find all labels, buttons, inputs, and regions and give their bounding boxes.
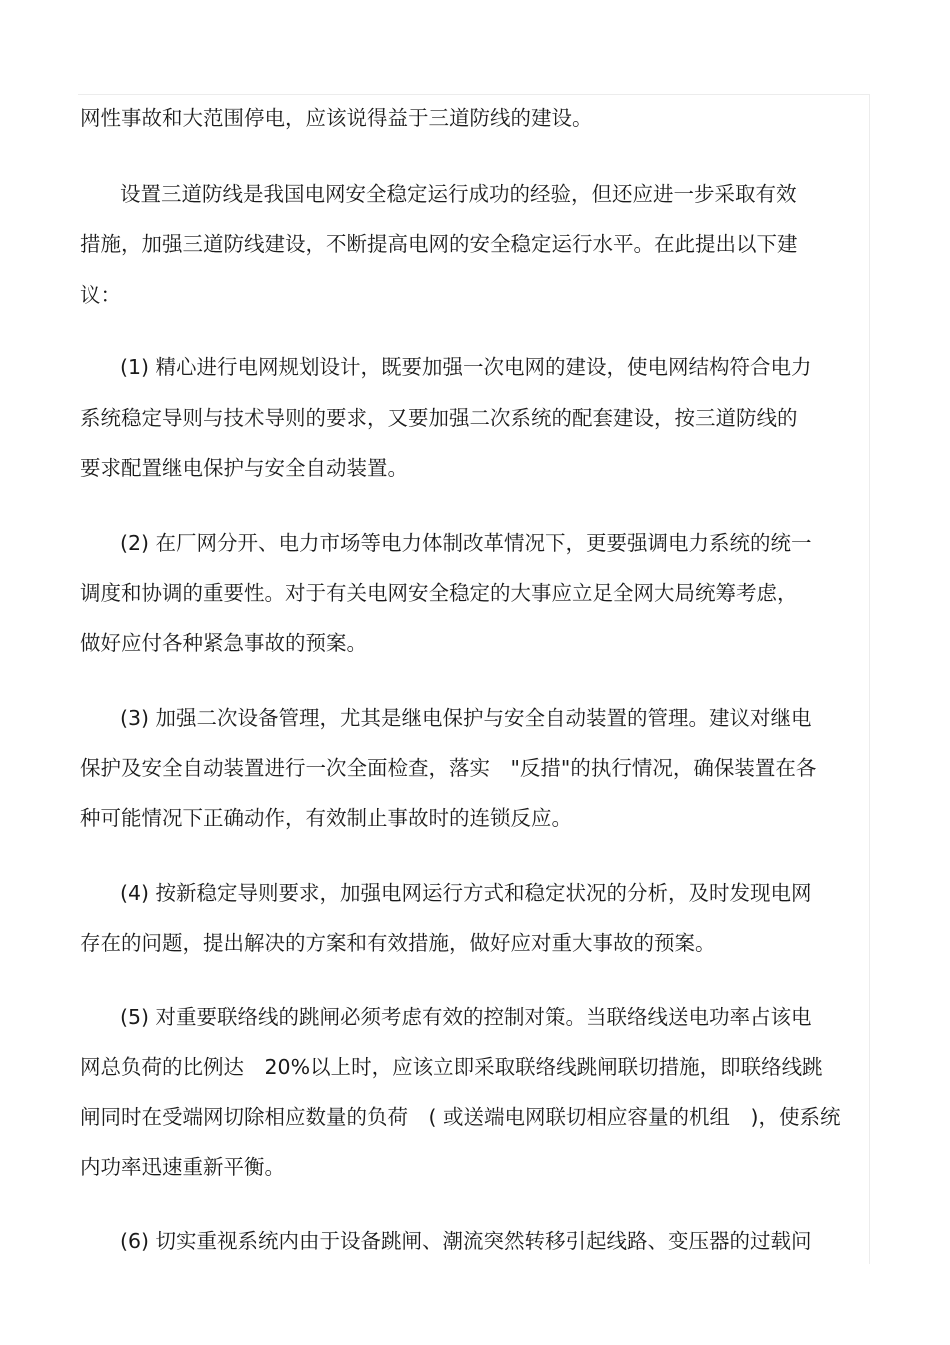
page-border-top — [78, 94, 870, 95]
list-item-5: (5) 对重要联络线的跳闸必须考虑有效的控制对策。当联络线送电功率占该电 — [120, 1005, 812, 1029]
text-line: 闸同时在受端网切除相应数量的负荷 ( 或送端电网联切相应容量的机组 )，使系统 — [80, 1105, 841, 1129]
text-line: 要求配置继电保护与安全自动装置。 — [80, 456, 408, 480]
text-line: 内功率迅速重新平衡。 — [80, 1155, 285, 1179]
list-item-6: (6) 切实重视系统内由于设备跳闸、潮流突然转移引起线路、变压器的过载问 — [120, 1229, 812, 1253]
text-line: 措施，加强三道防线建设，不断提高电网的安全稳定运行水平。在此提出以下建 — [80, 232, 798, 256]
text-line: 系统稳定导则与技术导则的要求，又要加强二次系统的配套建设，按三道防线的 — [80, 406, 798, 430]
text-line: 网总负荷的比例达 20%以上时，应该立即采取联络线跳闸联切措施，即联络线跳 — [80, 1055, 823, 1079]
text-line: 存在的问题，提出解决的方案和有效措施，做好应对重大事故的预案。 — [80, 931, 716, 955]
text-line: 调度和协调的重要性。对于有关电网安全稳定的大事应立足全网大局统筹考虑， — [80, 581, 798, 605]
list-item-4: (4) 按新稳定导则要求，加强电网运行方式和稳定状况的分析，及时发现电网 — [120, 881, 812, 905]
paragraph-first-line: 设置三道防线是我国电网安全稳定运行成功的经验，但还应进一步采取有效 — [120, 182, 797, 206]
text-line: 种可能情况下正确动作，有效制止事故时的连锁反应。 — [80, 806, 572, 830]
text-line: 网性事故和大范围停电，应该说得益于三道防线的建设。 — [80, 106, 593, 130]
list-item-1: (1) 精心进行电网规划设计，既要加强一次电网的建设，使电网结构符合电力 — [120, 355, 812, 379]
text-line: 做好应付各种紧急事故的预案。 — [80, 631, 367, 655]
text-line: 保护及安全自动装置进行一次全面检查，落实 "反措"的执行情况，确保装置在各 — [80, 756, 817, 780]
list-item-2: (2) 在厂网分开、电力市场等电力体制改革情况下，更要强调电力系统的统一 — [120, 531, 812, 555]
list-item-3: (3) 加强二次设备管理，尤其是继电保护与安全自动装置的管理。建议对继电 — [120, 706, 812, 730]
page-border-right — [869, 94, 870, 1264]
text-line: 议： — [80, 283, 121, 307]
